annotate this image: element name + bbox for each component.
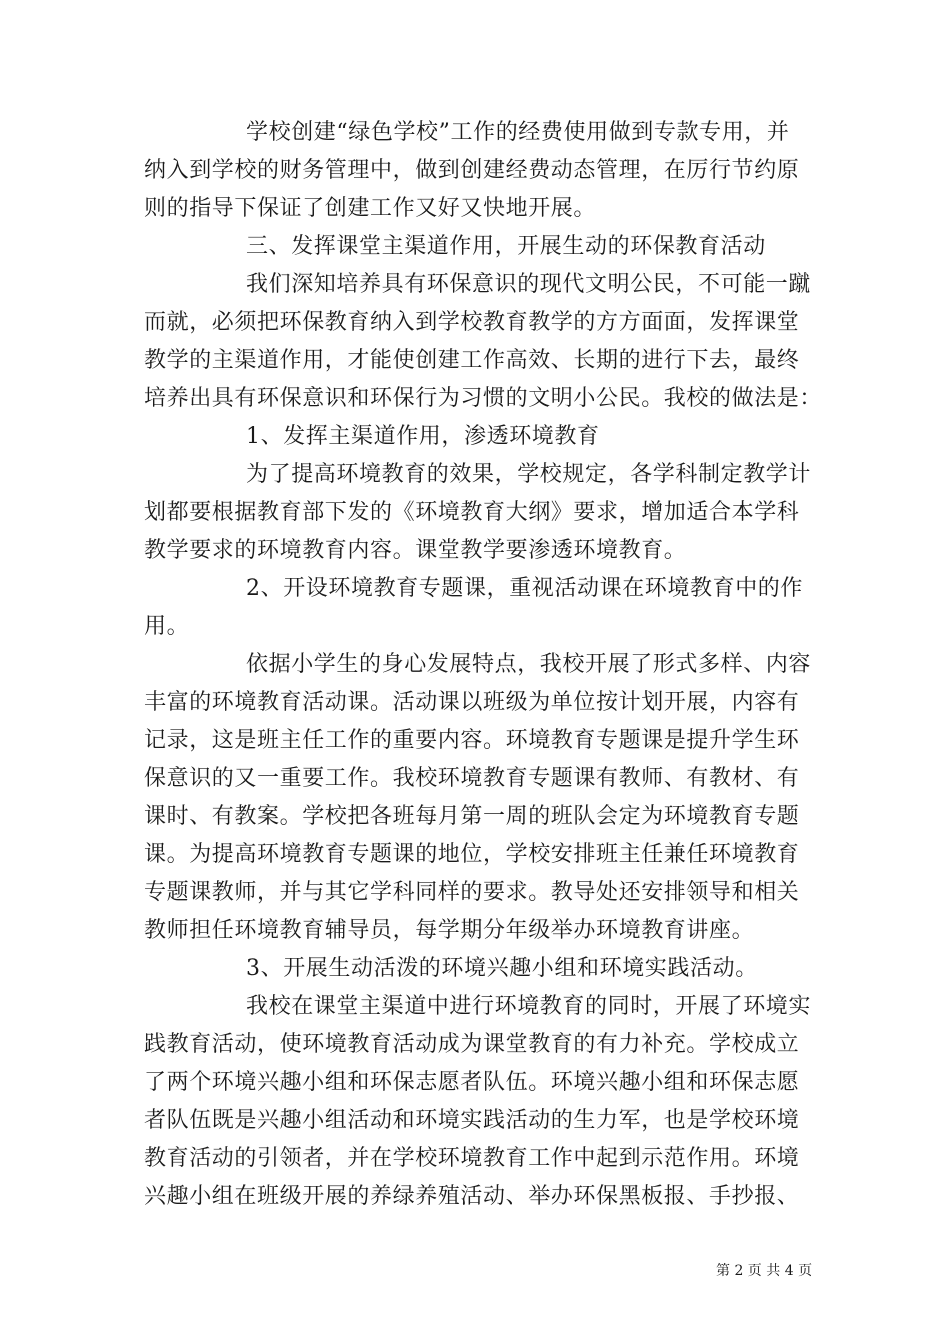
text-line: 用。 [144, 614, 190, 639]
text-line: 兴趣小组在班级开展的养绿养殖活动、举办环保黑板报、手抄报、 [144, 1184, 800, 1209]
subsection-heading: 3、开展生动活泼的环境兴趣小组和环境实践活动。 [246, 956, 758, 981]
section-heading: 三、发挥课堂主渠道作用，开展生动的环保教育活动 [246, 234, 766, 259]
text-line: 者队伍既是兴趣小组活动和环境实践活动的生力军，也是学校环境 [144, 1108, 800, 1133]
text-line: 了两个环境兴趣小组和环保志愿者队伍。环境兴趣小组和环保志愿 [144, 1070, 800, 1095]
text-line: 纳入到学校的财务管理中，做到创建经费动态管理，在厉行节约原 [144, 158, 800, 183]
text-line: 课时、有教案。学校把各班每月第一周的班队会定为环境教育专题 [144, 804, 800, 829]
text-line: 我们深知培养具有环保意识的现代文明公民，不可能一蹴 [246, 272, 812, 297]
text-line: 课。为提高环境教育专题课的地位，学校安排班主任兼任环境教育 [144, 842, 800, 867]
text-line: 则的指导下保证了创建工作又好又快地开展。 [144, 196, 597, 221]
text-line: 保意识的又一重要工作。我校环境教育专题课有教师、有教材、有 [144, 766, 800, 791]
subsection-heading: 1、发挥主渠道作用，渗透环境教育 [246, 424, 600, 449]
text-line: 记录，这是班主任工作的重要内容。环境教育专题课是提升学生环 [144, 728, 800, 753]
text-line: 培养出具有环保意识和环保行为习惯的文明小公民。我校的做法是： [144, 386, 823, 411]
text-line: 我校在课堂主渠道中进行环境教育的同时，开展了环境实 [246, 994, 812, 1019]
page-number: 第 2 页 共 4 页 [716, 1263, 813, 1279]
text-line: 践教育活动，使环境教育活动成为课堂教育的有力补充。学校成立 [144, 1032, 800, 1057]
text-line: 教育活动的引领者，并在学校环境教育工作中起到示范作用。环境 [144, 1146, 800, 1171]
text-line: 而就，必须把环保教育纳入到学校教育教学的方方面面，发挥课堂 [144, 310, 800, 335]
subsection-heading: 2、开设环境教育专题课，重视活动课在环境教育中的作 [246, 576, 803, 601]
text-line: 依据小学生的身心发展特点，我校开展了形式多样、内容 [246, 652, 812, 677]
text-line: 为了提高环境教育的效果，学校规定，各学科制定教学计 [246, 462, 812, 487]
text-line: 专题课教师，并与其它学科同样的要求。教导处还安排领导和相关 [144, 880, 800, 905]
text-line: 教学的主渠道作用，才能使创建工作高效、长期的进行下去，最终 [144, 348, 800, 373]
text-line: 学校创建“绿色学校”工作的经费使用做到专款专用，并 [246, 120, 790, 145]
text-line: 教学要求的环境教育内容。课堂教学要渗透环境教育。 [144, 538, 687, 563]
text-line: 教师担任环境教育辅导员，每学期分年级举办环境教育讲座。 [144, 918, 755, 943]
text-line: 丰富的环境教育活动课。活动课以班级为单位按计划开展，内容有 [144, 690, 800, 715]
text-line: 划都要根据教育部下发的《环境教育大纲》要求，增加适合本学科 [144, 500, 800, 525]
